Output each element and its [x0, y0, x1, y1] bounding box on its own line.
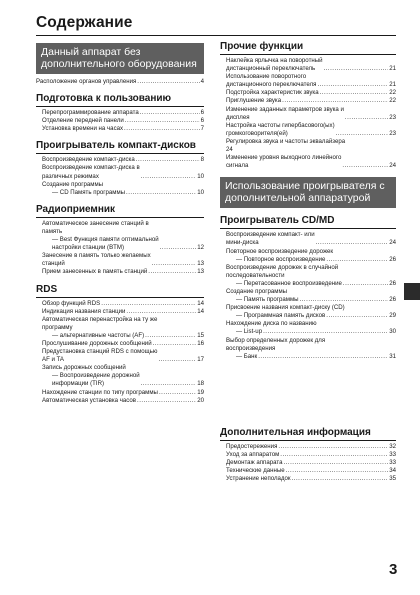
toc-entry[interactable]	[220, 353, 396, 361]
toc-entry-page: 20	[197, 396, 204, 404]
leader-dots	[282, 97, 388, 105]
toc-entry[interactable]	[220, 154, 396, 170]
toc-entry[interactable]	[36, 181, 204, 189]
toc-entry-page: 33	[389, 459, 396, 466]
toc-entry[interactable]	[220, 248, 396, 256]
toc-entry-page: 10	[197, 172, 204, 180]
toc-entry[interactable]	[220, 459, 396, 467]
toc-entry[interactable]	[220, 288, 396, 296]
toc-entry[interactable]	[220, 264, 396, 280]
toc-entry-page: 24	[389, 239, 396, 247]
toc-section	[36, 284, 204, 405]
toc-entry-page: 19	[197, 388, 204, 396]
toc-entry[interactable]	[36, 189, 204, 197]
toc-entry-title: Демонтаж аппарата	[226, 459, 283, 466]
leader-dots	[101, 300, 196, 308]
toc-entry-page: 17	[197, 356, 204, 364]
toc-entry[interactable]	[220, 122, 396, 138]
leader-dots	[152, 260, 197, 268]
toc-entry-title: Уход за аппаратом	[226, 450, 280, 458]
toc-entry[interactable]	[36, 316, 204, 332]
leader-dots	[160, 244, 197, 252]
leader-dots	[336, 130, 389, 138]
toc-entry-title: — альтернативные частоты (AF)	[52, 331, 145, 339]
leader-dots	[125, 117, 200, 125]
toc-entry[interactable]	[36, 125, 204, 133]
toc-entry-title: Автоматическая установка часов	[42, 396, 137, 404]
toc-section	[220, 215, 396, 361]
toc-entry[interactable]	[36, 78, 204, 86]
toc-entry-page: 6	[200, 109, 204, 117]
toc-entry[interactable]	[36, 389, 204, 397]
toc-entry-page: 34	[389, 467, 396, 475]
toc-entry[interactable]	[220, 304, 396, 312]
toc-entry[interactable]	[36, 348, 204, 364]
toc-section	[220, 41, 396, 170]
toc-entry[interactable]	[220, 89, 396, 97]
leader-dots	[141, 380, 197, 388]
toc-entry-title: Индикация названия станции	[42, 307, 126, 315]
leader-dots	[258, 353, 388, 361]
toc-entry[interactable]	[220, 467, 396, 475]
leader-dots	[345, 114, 388, 122]
leader-dots	[343, 280, 388, 288]
toc-entry[interactable]	[36, 117, 204, 125]
toc-entry[interactable]	[220, 231, 396, 247]
toc-entry[interactable]	[36, 308, 204, 316]
toc-entry-title: Автоматическая перенастройка на ту же программу	[42, 315, 158, 331]
toc-entry-title: — Перетасованное воспроизведение	[236, 279, 342, 287]
toc-entry[interactable]	[220, 328, 396, 336]
toc-entry-page: 18	[197, 380, 204, 388]
toc-entry-title: Наклейка ярлычка на поворотный дистанционный переключатель	[226, 57, 323, 73]
toc-entry[interactable]	[220, 280, 396, 288]
toc-entry[interactable]	[36, 109, 204, 117]
leader-dots	[140, 109, 200, 117]
toc-entry-page: 21	[389, 65, 396, 73]
toc-entry[interactable]	[36, 397, 204, 405]
toc-entry-title: Использование поворотного дистанционного переключателя	[226, 73, 317, 89]
toc-entry[interactable]	[36, 252, 204, 268]
toc-entry[interactable]	[220, 443, 396, 451]
toc-section	[36, 93, 204, 133]
toc-entry-title: Расположение органов управления	[36, 78, 137, 85]
leader-dots	[326, 256, 388, 264]
toc-entry-title: Прием занесенных в память станций	[42, 268, 148, 276]
leader-dots	[263, 328, 388, 336]
toc-entry-title: Обзор функций RDS	[42, 299, 101, 307]
toc-entry-title: — Воспроизведение дорожной информации (TIR)	[52, 372, 140, 388]
toc-entry-title: Создание программы	[42, 180, 104, 188]
toc-entry-title: Создание программы	[226, 287, 288, 295]
toc-left-column	[36, 41, 204, 412]
section-heading: Проигрыватель компакт-дисков	[36, 140, 204, 154]
title-rule	[36, 35, 396, 36]
toc-entry-title: Изменение уровня выходного линейного сигнала	[226, 154, 342, 170]
section-tab-marker	[404, 283, 420, 300]
toc-entry-page: 14	[197, 307, 204, 315]
toc-entry-title: Подстройка характеристик звука	[226, 89, 319, 97]
toc-entry-title: Воспроизведение компакт-диска	[42, 156, 135, 164]
toc-entry-page: 8	[200, 156, 204, 164]
section-banner: Использование проигрывателя с дополнительной аппаратурой	[220, 177, 396, 208]
toc-entry-title: — Программная память дисков	[236, 312, 326, 320]
toc-entry-title: Приглушение звука	[226, 97, 282, 105]
toc-entry-title: Отделение передней панели	[42, 117, 124, 125]
leader-dots	[136, 156, 200, 164]
toc-entry-title: — Память программы	[236, 296, 299, 304]
toc-entry-page: 22	[389, 89, 396, 97]
toc-section	[220, 177, 396, 208]
toc-entry[interactable]	[36, 164, 204, 180]
toc-entry-page: 4	[200, 78, 204, 85]
toc-section	[36, 140, 204, 196]
leader-dots	[126, 308, 196, 316]
toc-entry-title: Запись дорожных сообщений	[42, 364, 126, 372]
toc-entry[interactable]	[220, 296, 396, 304]
toc-entry-title: Прослушивание дорожных сообщений	[42, 339, 152, 347]
leader-dots	[324, 65, 389, 73]
section-heading: Подготовка к пользованию	[36, 93, 204, 107]
section-heading: Дополнительная информация	[220, 427, 396, 441]
toc-entry-title: Регулировка звука и частоты эквалайзера 24	[226, 137, 346, 154]
page-number: 3	[389, 561, 398, 578]
toc-entry[interactable]	[220, 106, 396, 122]
toc-entry-page: 13	[197, 268, 204, 276]
toc-section	[36, 204, 204, 277]
toc-entry[interactable]	[36, 372, 204, 388]
toc-entry-title: — CD Память программы	[52, 188, 126, 196]
leader-dots	[159, 389, 196, 397]
toc-entry-title: Предостережения	[226, 442, 278, 450]
toc-entry-title: Нахождение диска по названию	[226, 320, 317, 328]
toc-entry-page: 30	[389, 328, 396, 336]
section-banner: Данный аппарат без дополнительного оборудования	[36, 43, 204, 74]
toc-entry-page: 35	[389, 475, 396, 483]
leader-dots	[320, 89, 389, 97]
toc-entry-page: 23	[389, 113, 396, 121]
toc-entry-page: 29	[389, 312, 396, 320]
leader-dots	[148, 268, 196, 276]
leader-dots	[137, 397, 196, 405]
section-heading: Радиоприемник	[36, 204, 204, 218]
toc-entry-page: 7	[200, 125, 204, 133]
toc-entry-title: Автоматическое занесение станций в память	[42, 219, 149, 235]
toc-entry[interactable]	[220, 337, 396, 353]
toc-entry-page: 23	[389, 129, 396, 137]
toc-entry-title: — Банк	[236, 352, 258, 360]
toc-entry-page: 31	[389, 352, 396, 360]
toc-right-column	[220, 41, 396, 490]
toc-entry[interactable]	[220, 312, 396, 320]
toc-entry[interactable]	[36, 236, 204, 252]
toc-entry-title: Занесение в память только желаемых станций	[42, 252, 151, 268]
toc-entry[interactable]	[220, 73, 396, 89]
leader-dots	[300, 296, 389, 304]
toc-entry-title: Выбор определенных дорожек для воспроизведения	[226, 336, 326, 352]
toc-entry[interactable]	[36, 332, 204, 340]
toc-entry-page: 26	[389, 255, 396, 263]
leader-dots	[317, 81, 388, 89]
toc-entry[interactable]	[220, 475, 396, 483]
toc-entry-page: 24	[389, 162, 396, 170]
toc-entry-title: Установка времени на часах	[42, 125, 124, 133]
leader-dots	[124, 125, 200, 133]
leader-dots	[342, 162, 388, 170]
toc-entry[interactable]	[36, 300, 204, 308]
toc-entry-title: Воспроизведение компакт-диска в различных режимах	[42, 164, 140, 180]
toc-entry-title: Перепрограммирование аппарата	[42, 109, 139, 117]
leader-dots	[145, 332, 196, 340]
leader-dots	[292, 475, 389, 483]
toc-entry-page: 10	[197, 188, 204, 196]
leader-dots	[141, 173, 197, 181]
leader-dots	[316, 239, 389, 247]
toc-entry-title: Повторное воспроизведение дорожек	[226, 247, 334, 255]
leader-dots	[278, 443, 388, 451]
leader-dots	[158, 356, 196, 364]
toc-entry-title: Технические данные	[226, 467, 285, 475]
toc-entry-page: 26	[389, 296, 396, 304]
leader-dots	[286, 467, 389, 475]
toc-entry-page: 14	[197, 299, 204, 307]
toc-entry-title: — List-up	[236, 328, 263, 336]
toc-entry-title: Воспроизведение дорожек в случайной последовательности	[226, 263, 339, 279]
toc-entry-page: 33	[389, 450, 396, 458]
toc-entry-page: 6	[200, 117, 204, 125]
toc-section	[36, 43, 204, 86]
toc-entry[interactable]	[36, 364, 204, 372]
toc-section	[220, 427, 396, 483]
leader-dots	[280, 451, 388, 459]
toc-entry-title: Устранение неполадок	[226, 475, 291, 483]
toc-entry-page: 13	[197, 260, 204, 268]
toc-entry-title: Изменение заданных параметров звука и дисплея	[226, 105, 344, 121]
toc-entry-page: 32	[389, 442, 396, 450]
toc-entry[interactable]	[220, 320, 396, 328]
toc-entry-title: Присвоение названия компакт-диску (CD)	[226, 304, 345, 312]
toc-entry[interactable]	[36, 268, 204, 276]
toc-entry[interactable]	[220, 138, 396, 154]
leader-dots	[283, 459, 388, 467]
toc-entry-page: 16	[197, 339, 204, 347]
toc-entry[interactable]	[220, 451, 396, 459]
leader-dots	[153, 340, 197, 348]
toc-entry-title: Нахождение станции по типу программы	[42, 388, 158, 396]
toc-entry[interactable]	[36, 340, 204, 348]
leader-dots	[326, 312, 388, 320]
toc-entry-title: Воспроизведение компакт- или мини-диска	[226, 231, 315, 247]
section-heading: RDS	[36, 284, 204, 298]
toc-entry[interactable]	[220, 97, 396, 105]
toc-entry-page: 15	[197, 331, 204, 339]
section-heading: Проигрыватель CD/MD	[220, 215, 396, 229]
toc-entry-page: 22	[389, 97, 396, 105]
toc-entry[interactable]	[220, 256, 396, 264]
section-heading: Прочие функции	[220, 41, 396, 55]
toc-entry-page: 26	[389, 279, 396, 287]
toc-entry[interactable]	[220, 57, 396, 73]
leader-dots	[126, 189, 196, 197]
toc-entry-page: 21	[389, 81, 396, 89]
toc-entry[interactable]	[36, 220, 204, 236]
toc-entry-title: — Повторное воспроизведение	[236, 255, 326, 263]
toc-entry-page: 12	[197, 244, 204, 252]
page-title: Содержание	[36, 14, 133, 31]
toc-entry-title: Предустановка станций RDS с помощью AF и TA	[42, 348, 158, 364]
toc-entry[interactable]	[36, 156, 204, 164]
toc-entry-title: Настройка частоты гипербасового(ых) громкоговорителя(ей)	[226, 121, 335, 137]
toc-entry-title: — Best Функция памяти оптимальной настройки станции (BTM)	[52, 236, 159, 252]
leader-dots	[137, 78, 199, 86]
